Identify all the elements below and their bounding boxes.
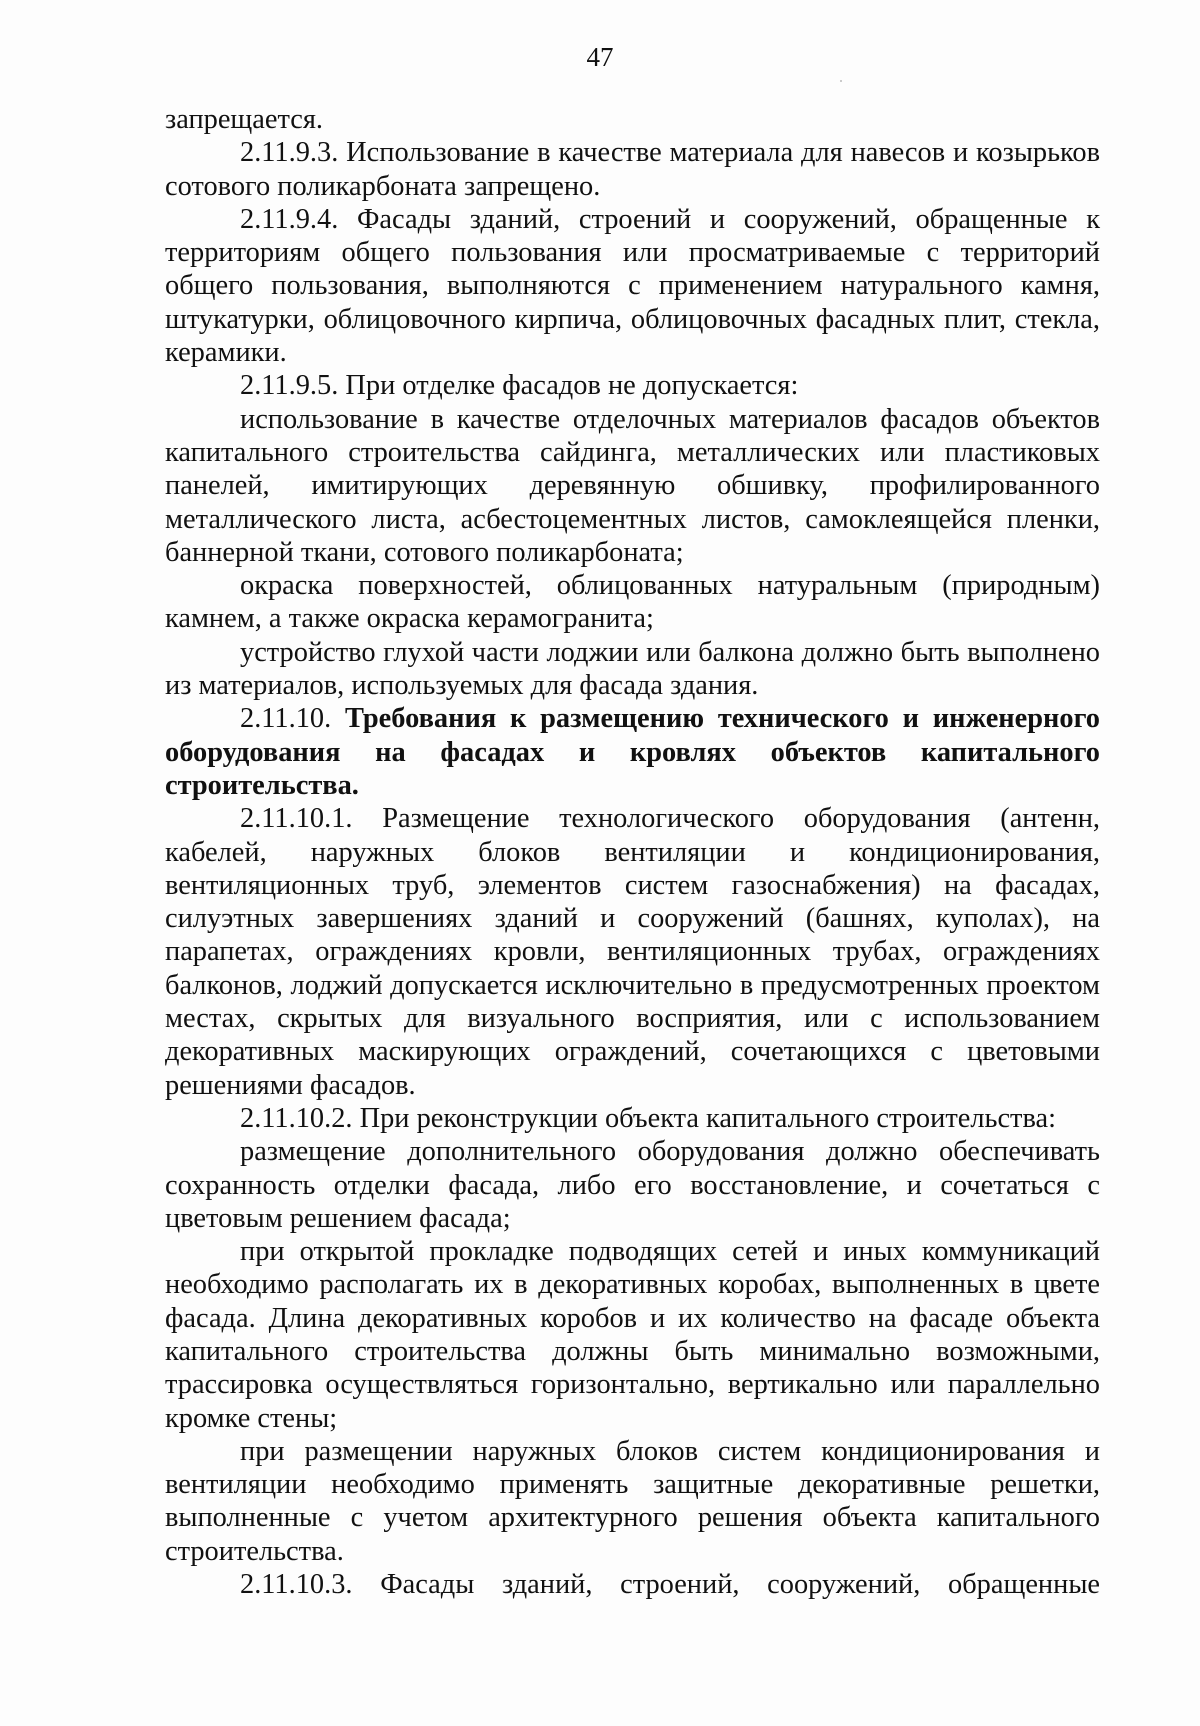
paragraph: 2.11.9.4. Фасады зданий, строений и сооружений, обращенные к территориям общего пользования или просматриваемые с территорий общего пользования, выполняются с применением натурального камня, штукатурки, облицовочного кирпича, облицовочных фасадных плит, стекла, керамики.: [165, 203, 1100, 369]
section-number: 2.11.10.: [240, 703, 332, 735]
section-heading: [165, 702, 1100, 802]
paragraph: использование в качестве отделочных материалов фасадов объектов капитального строительства сайдинга, металлических или пластиковых панелей, имитирующих деревянную обшивку, профилированного металлического листа, асбестоцементных листов, самоклеящейся пленки, баннерной ткани, сотового поликарбоната;: [165, 403, 1100, 568]
paragraph: при открытой прокладке подводящих сетей и иных коммуникаций необходимо располагать их в декоративных коробах, выполненных в цвете фасада. Длина декоративных коробов и их количество на фасаде объекта капитального строительства должны быть минимально возможными, трассировка осуществляться горизонтально, вертикально или параллельно кромке стены;: [165, 1236, 1100, 1434]
paragraph: 2.11.9.5. При отделке фасадов не допускается:: [240, 370, 799, 402]
page-number: 47: [586, 42, 614, 72]
paragraph: при размещении наружных блоков систем кондиционирования и вентиляции необходимо применять защитные декоративные решетки, выполненные с учетом архитектурного решения объекта капитального строительства.: [165, 1435, 1100, 1567]
scan-speck: [840, 80, 842, 82]
paragraph: окраска поверхностей, облицованных натуральным (природным) камнем, а также окраска керамогранита;: [165, 570, 1100, 635]
paragraph: 2.11.10.3. Фасады зданий, строений, сооружений, обращенные: [240, 1569, 1100, 1601]
paragraph: размещение дополнительного оборудования должно обеспечивать сохранность отделки фасада, либо его восстановление, и сочетаться с цветовым решением фасада;: [165, 1136, 1100, 1234]
paragraph: запрещается.: [165, 104, 324, 135]
paragraph: 2.11.10.1. Размещение технологического оборудования (антенн, кабелей, наружных блоков вентиляции и кондиционирования, вентиляционных труб, элементов систем газоснабжения) на фасадах, силуэтных завершениях зданий и сооружений (башнях, куполах), на парапетах, ограждениях кровли, вентиляционных трубах, ограждениях балконов, лоджий допускается исключительно в предусмотренных проектом местах, скрытых для визуального восприятия, или с использованием декоративных маскирующих ограждений, сочетающихся с цветовыми решениями фасадов.: [165, 803, 1100, 1101]
document-body: [165, 103, 1100, 1601]
paragraph: устройство глухой части лоджии или балкона должно быть выполнено из материалов, используемых для фасада здания.: [165, 636, 1100, 702]
paragraph: 2.11.9.3. Использование в качестве материала для навесов и козырьков сотового поликарбоната запрещено.: [165, 137, 1100, 202]
section-heading-text: Требования к размещению технического и инженерного оборудования на фасадах и кровлях объектов капитального строительства.: [165, 703, 1100, 801]
paragraph: 2.11.10.2. При реконструкции объекта капитального строительства:: [240, 1102, 1056, 1134]
